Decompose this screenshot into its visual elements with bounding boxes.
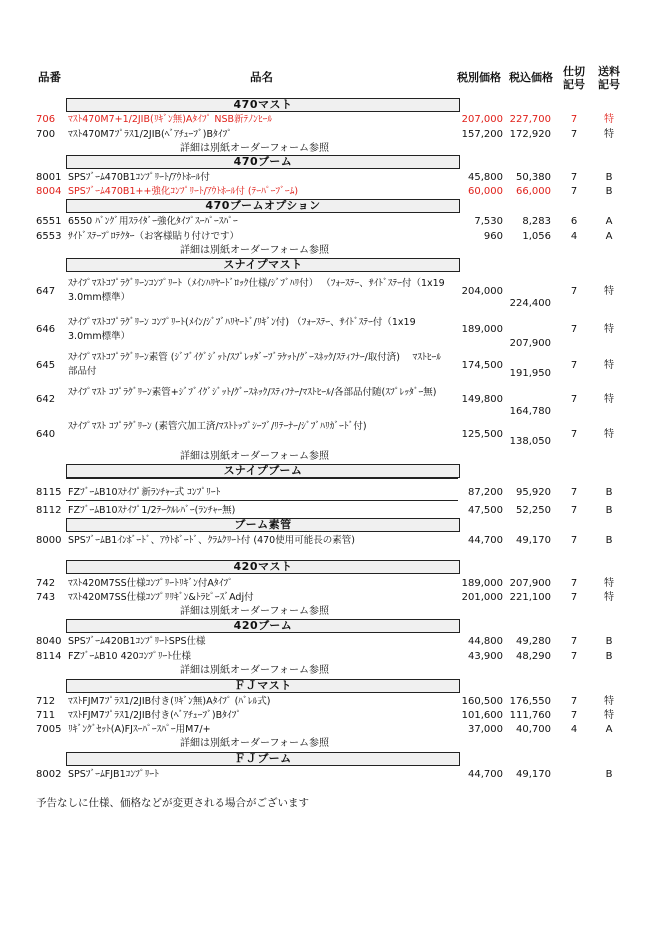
row-name: ﾏｽﾄ470M7+1/2JIB(ﾘｷﾞﾝ無)Aﾀｲﾌﾟ NSB新ﾃﾉﾝﾋｰﾙ [68,114,273,125]
row-price-in: 40,700 [516,724,551,735]
row-no: 8114 [36,651,62,662]
row-name: SPSﾌﾞｰﾑB1ｲﾝﾎﾞｰﾄﾞ、ｱｳﾄﾎﾞｰﾄﾞ、ｸﾗﾑｸﾘｰﾄ付 (470使用可能長の素管) [68,535,355,546]
section-470-mast: 470マスト [66,98,460,112]
section-boom-tube: ブーム素管 [66,518,460,532]
row-price-ex: 201,000 [461,592,503,603]
row-price-in: 172,920 [509,129,551,140]
row-no: 8004 [36,186,62,197]
order-form-note: 詳細は別紙オーダーフォーム参照 [180,143,329,154]
row-no: 642 [36,394,56,405]
row-price-in: 66,000 [516,186,551,197]
row-shikiri: 7 [570,394,578,405]
row-name: ﾏｽﾄFJM7ﾌﾟﾗｽ1/2JIB付き(ﾘｷﾞﾝ無)Aﾀｲﾌﾟ (ﾊﾞﾚﾙ式) [68,696,271,707]
row-name: SPSﾌﾞｰﾑ470B1ｺﾝﾌﾟﾘｰﾄ/ｱｳﾄﾎｰﾙ付 [68,172,210,183]
row-no: 743 [36,592,56,603]
row-shikiri: 7 [570,429,578,440]
row-no: 711 [36,710,56,721]
header-shikiri-code: 仕切 記号 [563,65,585,91]
row-name: ｽﾅｲﾌﾟﾏｽﾄｺﾌﾟﾗｸﾞﾘｰﾝ素管 (ｼﾞﾌﾞｲｸﾞｼﾞｯﾄ/ｽﾌﾟﾚｯﾀﾞｰﾌﾞﾗｹｯﾄ/ｸﾞｰｽﾈｯｸ/ｽﾃｨﾌﾅｰ/取付済) ﾏｽﾄﾋｰﾙ部品付 [68,352,442,377]
row-shipping: A [605,231,613,242]
row-price-in: 49,280 [516,636,551,647]
row-name: ﾏｽﾄ420M7SS仕様ｺﾝﾌﾟﾘﾘｷﾞﾝ&ﾄﾗﾋﾟｰｽﾞAdj付 [68,592,254,603]
row-shikiri: 7 [570,710,578,721]
row-shipping: 特 [604,114,614,125]
row-price-in: 224,400 [509,298,551,309]
row-shipping: 特 [604,429,614,440]
row-price-in: 8,283 [522,216,551,227]
row-price-ex: 7,530 [474,216,503,227]
row-name: 6550 ﾊﾞﾝｸﾞ用ｽﾗｲﾀﾞｰ強化ﾀｲﾌﾟｽｰﾊﾟｰｽﾊﾟｰ [68,216,238,227]
section-470-boom: 470ブーム [66,155,460,169]
row-name: ｽﾅｲﾌﾟﾏｽﾄ ｺﾌﾟﾗｸﾞﾘｰﾝ素管+ｼﾞﾌﾞｲｸﾞｼﾞｯﾄ/ｸﾞｰｽﾈｯｸ/ｽﾃｨﾌﾅｰ/ﾏｽﾄﾋｰﾙ/各部品付随(ｽﾌﾟﾚｯﾀﾞｰ無) [68,387,437,398]
row-price-in: 221,100 [509,592,551,603]
row-shikiri: 7 [570,186,578,197]
row-shikiri: 7 [570,360,578,371]
row-name: ﾏｽﾄ470M7ﾌﾟﾗｽ1/2JIB(ﾍﾞｱﾁｭｰﾌﾞ)Bﾀｲﾌﾟ [68,129,232,140]
row-price-ex: 44,700 [468,769,503,780]
row-price-ex: 45,800 [468,172,503,183]
row-price-ex: 101,600 [461,710,503,721]
row-name: ｻｲﾄﾞｽﾃｰﾌﾟﾛﾃｸﾀｰ（お客様貼り付けです） [68,231,240,242]
row-price-ex: 149,800 [461,394,503,405]
row-shipping: 特 [604,696,614,707]
row-name: SPSﾌﾞｰﾑ470B1++強化ｺﾝﾌﾟﾘｰﾄ/ｱｳﾄﾎｰﾙ付 (ﾃｰﾊﾟｰﾌﾞｰﾑ) [68,186,299,197]
row-shikiri: 7 [570,172,578,183]
row-shipping: B [605,651,613,662]
row-price-ex: 87,200 [468,487,503,498]
row-shipping: B [605,487,613,498]
row-name: ﾏｽﾄFJM7ﾌﾟﾗｽ1/2JIB付き(ﾍﾞｱﾁｭｰﾌﾞ)Bﾀｲﾌﾟ [68,710,242,721]
row-price-ex: 189,000 [461,324,503,335]
row-shipping: B [605,505,613,516]
row-no: 8001 [36,172,62,183]
row-price-in: 227,700 [509,114,551,125]
row-shipping: B [605,172,613,183]
row-no: 6553 [36,231,62,242]
header-part-no: 品番 [38,70,61,84]
row-name: ﾏｽﾄ420M7SS仕様ｺﾝﾌﾟﾘｰﾄﾘｷﾞﾝ付Aﾀｲﾌﾟ [68,578,233,589]
row-price-in: 95,920 [516,487,551,498]
row-price-ex: 157,200 [461,129,503,140]
section-470-boom-option: 470ブームオプション [66,199,460,213]
row-shikiri: 4 [570,231,578,242]
row-name: ｽﾅｲﾌﾟﾏｽﾄ ｺﾌﾟﾗｸﾞﾘｰﾝ (素管穴加工済/ﾏｽﾄﾄｯﾌﾟｼｰﾌﾞ/ﾘﾃｰﾅｰ/ｼﾞﾌﾞﾊﾘｶﾞｰﾄﾞ付) [68,421,367,432]
row-shipping: 特 [604,360,614,371]
header-shipping-code: 送料 記号 [598,65,620,91]
order-form-note: 詳細は別紙オーダーフォーム参照 [180,606,329,617]
row-price-ex: 960 [483,231,503,242]
row-price-ex: 43,900 [468,651,503,662]
row-shikiri: 7 [570,696,578,707]
row-price-in: 164,780 [509,406,551,417]
order-form-note: 詳細は別紙オーダーフォーム参照 [180,451,329,462]
row-price-in: 52,250 [516,505,551,516]
row-no: 742 [36,578,56,589]
row-no: 7005 [36,724,62,735]
row-shikiri: 7 [570,535,578,546]
row-shipping: A [605,216,613,227]
row-shikiri: 7 [570,487,578,498]
row-no: 706 [36,114,56,125]
row-no: 8000 [36,535,62,546]
row-shikiri: 7 [570,636,578,647]
row-separator [66,500,458,501]
row-no: 8115 [36,487,62,498]
row-price-ex: 125,500 [461,429,503,440]
row-shipping: B [605,769,613,780]
row-no: 8040 [36,636,62,647]
section-fj-mast: ＦＪマスト [66,679,460,693]
row-price-in: 49,170 [516,535,551,546]
row-shipping: 特 [604,578,614,589]
row-shipping: 特 [604,324,614,335]
row-price-ex: 44,700 [468,535,503,546]
row-no: 8002 [36,769,62,780]
header-price-in-tax: 税込価格 [509,71,553,84]
row-shikiri: 7 [570,129,578,140]
header-product-name: 品名 [250,70,273,84]
row-shipping: B [605,535,613,546]
row-price-in: 1,056 [522,231,551,242]
row-shipping: 特 [604,286,614,297]
row-shikiri: 7 [570,286,578,297]
row-price-ex: 160,500 [461,696,503,707]
row-price-in: 49,170 [516,769,551,780]
row-price-ex: 207,000 [461,114,503,125]
row-price-in: 111,760 [509,710,551,721]
row-shikiri: 4 [570,724,578,735]
row-shikiri: 7 [570,592,578,603]
section-420-mast: 420マスト [66,560,460,574]
row-no: 6551 [36,216,62,227]
row-name: ｽﾅｲﾌﾟﾏｽﾄｺﾌﾟﾗｸﾞﾘｰﾝ ｺﾝﾌﾟﾘｰﾄ(ﾒｲﾝ/ｼﾞﾌﾞﾊﾘﾔｰﾄﾞ/ﾘｷﾞﾝ付) （ﾌｫｰｽﾃｰ、ｻｲﾄﾞｽﾃｰ付（1x19 3.0mm標準） [68,317,426,342]
section-fj-boom: ＦＪブーム [66,752,460,766]
section-420-boom: 420ブーム [66,619,460,633]
row-price-in: 207,900 [509,338,551,349]
row-shikiri: 7 [570,114,578,125]
row-price-ex: 44,800 [468,636,503,647]
row-shipping: A [605,724,613,735]
header-price-ex-tax: 税別価格 [457,71,501,84]
row-no: 646 [36,324,56,335]
row-price-in: 176,550 [509,696,551,707]
row-shikiri: 7 [570,505,578,516]
disclaimer-note: 予告なしに仕様、価格などが変更される場合がございます [36,797,309,809]
section-snipe-boom: スナイプブーム [66,464,460,478]
row-name: FZﾌﾞｰﾑB10 420ｺﾝﾌﾟﾘｰﾄ仕様 [68,651,191,662]
row-no: 700 [36,129,56,140]
row-shikiri: 7 [570,578,578,589]
row-no: 647 [36,286,56,297]
row-price-ex: 189,000 [461,578,503,589]
row-name: SPSﾌﾞｰﾑFJB1ｺﾝﾌﾟﾘｰﾄ [68,769,159,780]
row-price-in: 191,950 [509,368,551,379]
row-shipping: B [605,636,613,647]
row-price-ex: 174,500 [461,360,503,371]
row-price-ex: 204,000 [461,286,503,297]
row-shipping: 特 [604,592,614,603]
row-shipping: 特 [604,710,614,721]
row-shikiri: 6 [570,216,578,227]
row-shipping: B [605,186,613,197]
row-shikiri: 7 [570,324,578,335]
row-no: 712 [36,696,56,707]
row-price-in: 50,380 [516,172,551,183]
row-name: SPSﾌﾞｰﾑ420B1ｺﾝﾌﾟﾘｰﾄSPS仕様 [68,636,206,647]
row-shikiri: 7 [570,651,578,662]
row-price-in: 207,900 [509,578,551,589]
row-price-ex: 37,000 [468,724,503,735]
row-shipping: 特 [604,129,614,140]
row-separator [66,478,458,479]
section-snipe-mast: スナイプマスト [66,258,460,272]
row-price-in: 48,290 [516,651,551,662]
row-name: FZﾌﾞｰﾑB10ｽﾅｲﾌﾟ新ﾗﾝﾁｬｰ式 ｺﾝﾌﾟﾘｰﾄ [68,487,221,498]
row-name: ｽﾅｲﾌﾟﾏｽﾄｺﾌﾟﾗｸﾞﾘｰﾝｺﾝﾌﾟﾘｰﾄ（ﾒｲﾝﾊﾘﾔｰﾄﾞﾛｯｸ仕様/ｼﾞﾌﾞﾊﾘ付） （ﾌｫｰｽﾃｰ、ｻｲﾄﾞｽﾃｰ付（1x19 3.0mm標準） [68,278,455,303]
row-no: 645 [36,360,56,371]
order-form-note: 詳細は別紙オーダーフォーム参照 [180,738,329,749]
row-name: FZﾌﾞｰﾑB10ｽﾅｲﾌﾟ1/2ﾃｰｸﾙﾚﾊﾞｰ(ﾗﾝﾁｬｰ無) [68,505,236,516]
row-no: 8112 [36,505,62,516]
row-price-ex: 60,000 [468,186,503,197]
row-no: 640 [36,429,56,440]
row-name: ﾘｷﾞﾝｸﾞｾｯﾄ(A)FJｽｰﾊﾟｰｽﾊﾟｰ用M7/+ [68,724,211,735]
row-price-in: 138,050 [509,436,551,447]
row-shipping: 特 [604,394,614,405]
order-form-note: 詳細は別紙オーダーフォーム参照 [180,665,329,676]
row-price-ex: 47,500 [468,505,503,516]
order-form-note: 詳細は別紙オーダーフォーム参照 [180,245,329,256]
